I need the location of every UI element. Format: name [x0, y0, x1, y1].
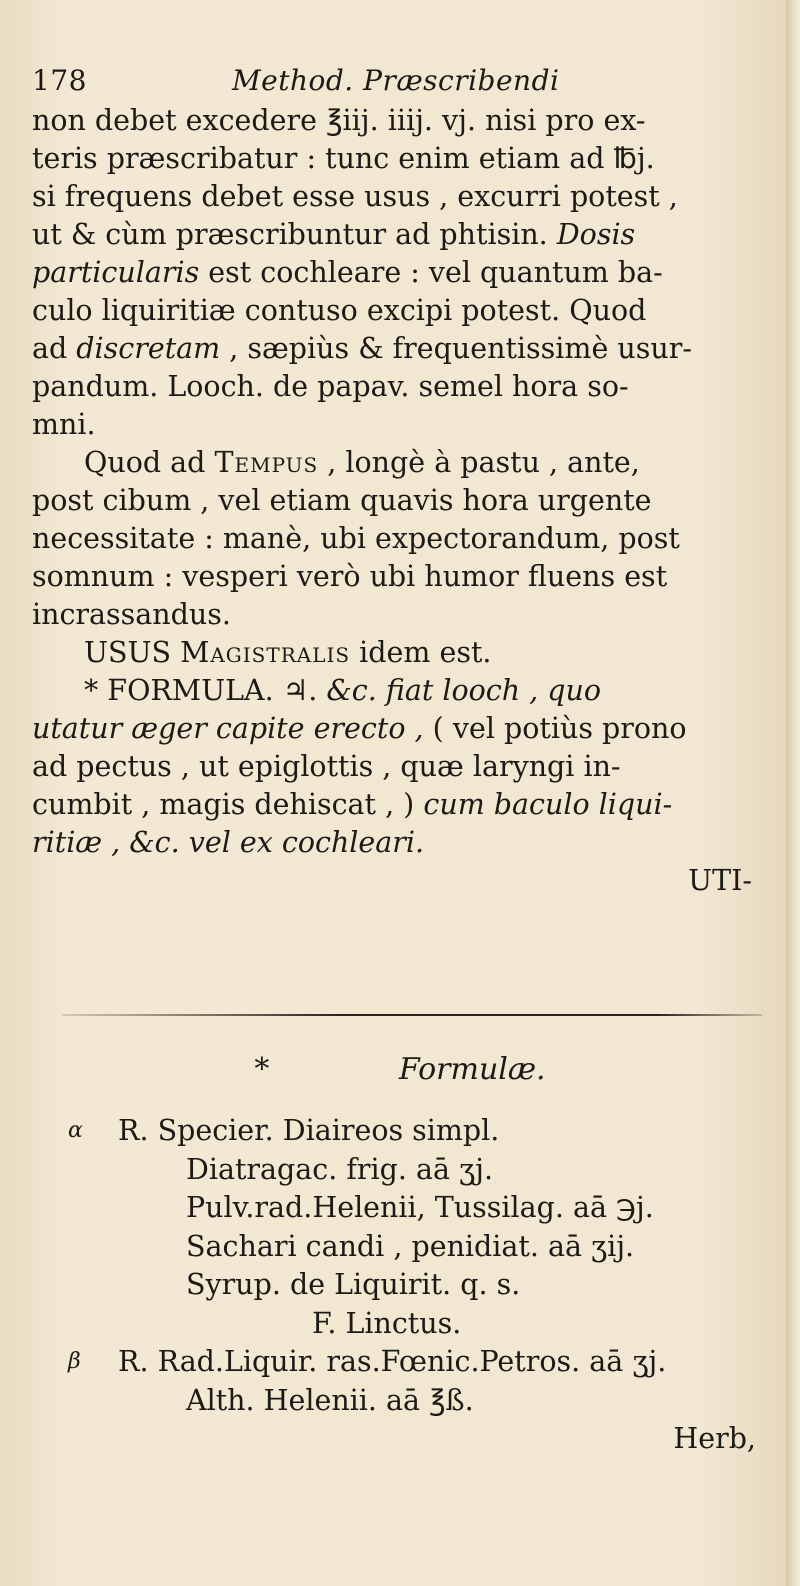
page-number: 178 [32, 64, 87, 97]
italic-term: Dosis [556, 218, 636, 251]
text-line: somnum : vesperi verò ubi humor fluens est [32, 560, 668, 593]
text-line: culo liquiritiæ contuso excipi potest. Quod [32, 294, 647, 327]
text-line: si frequens debet esse usus , excurri potest , [32, 180, 678, 213]
text-line: pandum. Looch. de papav. semel hora so- [32, 370, 629, 403]
text-line: mni. [32, 408, 96, 441]
recipe-line: Diatragac. frig. aā ʒj. [186, 1152, 494, 1186]
formulae-heading [0, 1052, 800, 1087]
text-segment: cumbit , magis dehiscat , ) [32, 788, 424, 821]
recipe-list [62, 1112, 762, 1459]
page-edge [786, 0, 800, 1586]
recipe-marker: β [68, 1349, 81, 1374]
text-segment: ( vel potiùs prono [423, 712, 687, 745]
text-line: incrassandus. [32, 598, 231, 631]
text-segment: USUS [84, 636, 181, 669]
text-line: post cibum , vel etiam quavis hora urgente [32, 484, 652, 517]
text-line [32, 444, 762, 482]
text-line: ritiæ , &c. vel ex cochleari. [32, 826, 425, 859]
recipe-line [62, 1112, 762, 1151]
recipe-line: Sachari candi , penidiat. aā ʒij. [186, 1229, 635, 1263]
recipe-line [62, 1343, 762, 1382]
text-line [32, 672, 762, 710]
recipe-line: F. Linctus. [312, 1306, 462, 1340]
text-line [32, 710, 762, 748]
recipe-line: Alth. Helenii. aā ℥ß. [186, 1383, 474, 1417]
text-line [32, 786, 762, 824]
smallcaps-term: Tempus [214, 446, 319, 479]
text-segment: * FORMULA. ♃. [84, 674, 327, 707]
main-text [32, 102, 762, 900]
catchword: Herb, [673, 1422, 756, 1455]
text-line: necessitate : manè, ubi expectorandum, post [32, 522, 680, 555]
italic-term: discretam [76, 332, 221, 365]
text-segment: est cochleare : vel quantum ba- [199, 256, 663, 289]
italic-term: particularis [32, 256, 200, 289]
section-rule [62, 1014, 762, 1016]
running-title: Method. Præscribendi [232, 64, 560, 97]
italic-term: cum baculo liqui- [423, 788, 673, 821]
recipe-text: R. Rad.Liquir. ras.Fœnic.Petros. aā ʒj. [118, 1345, 667, 1378]
formulae-title: Formulæ. [398, 1052, 546, 1087]
text-segment: idem est. [350, 636, 492, 669]
text-line [32, 330, 762, 368]
text-line [32, 216, 762, 254]
text-segment: , sæpiùs & frequentissimè usur- [220, 332, 692, 365]
text-line: teris præscribatur : tunc enim etiam ad ℔j. [32, 142, 655, 175]
text-line: non debet excedere ℥iij. iiij. vj. nisi pro ex- [32, 104, 646, 137]
recipe-marker: α [68, 1118, 83, 1143]
text-segment: ad [32, 332, 77, 365]
text-segment: , longè à pastu , ante, [318, 446, 640, 479]
smallcaps-term: Magistralis [180, 636, 351, 669]
recipe-text: R. Specier. Diaireos simpl. [118, 1114, 500, 1147]
text-line [32, 254, 762, 292]
asterisk-mark: * [254, 1052, 270, 1087]
text-segment: Quod ad [84, 446, 215, 479]
text-segment: ut & cùm præscribuntur ad phtisin. [32, 218, 548, 251]
text-line [32, 634, 762, 672]
italic-term: utatur æger capite erecto , [32, 712, 424, 745]
catchword: UTI- [688, 864, 752, 897]
italic-term: &c. fiat looch , quo [326, 674, 602, 707]
recipe-line: Syrup. de Liquirit. q. s. [186, 1268, 521, 1301]
text-line: ad pectus , ut epiglottis , quæ laryngi in- [32, 750, 621, 783]
recipe-line: Pulv.rad.Helenii, Tussilag. aā ℈j. [186, 1191, 654, 1224]
